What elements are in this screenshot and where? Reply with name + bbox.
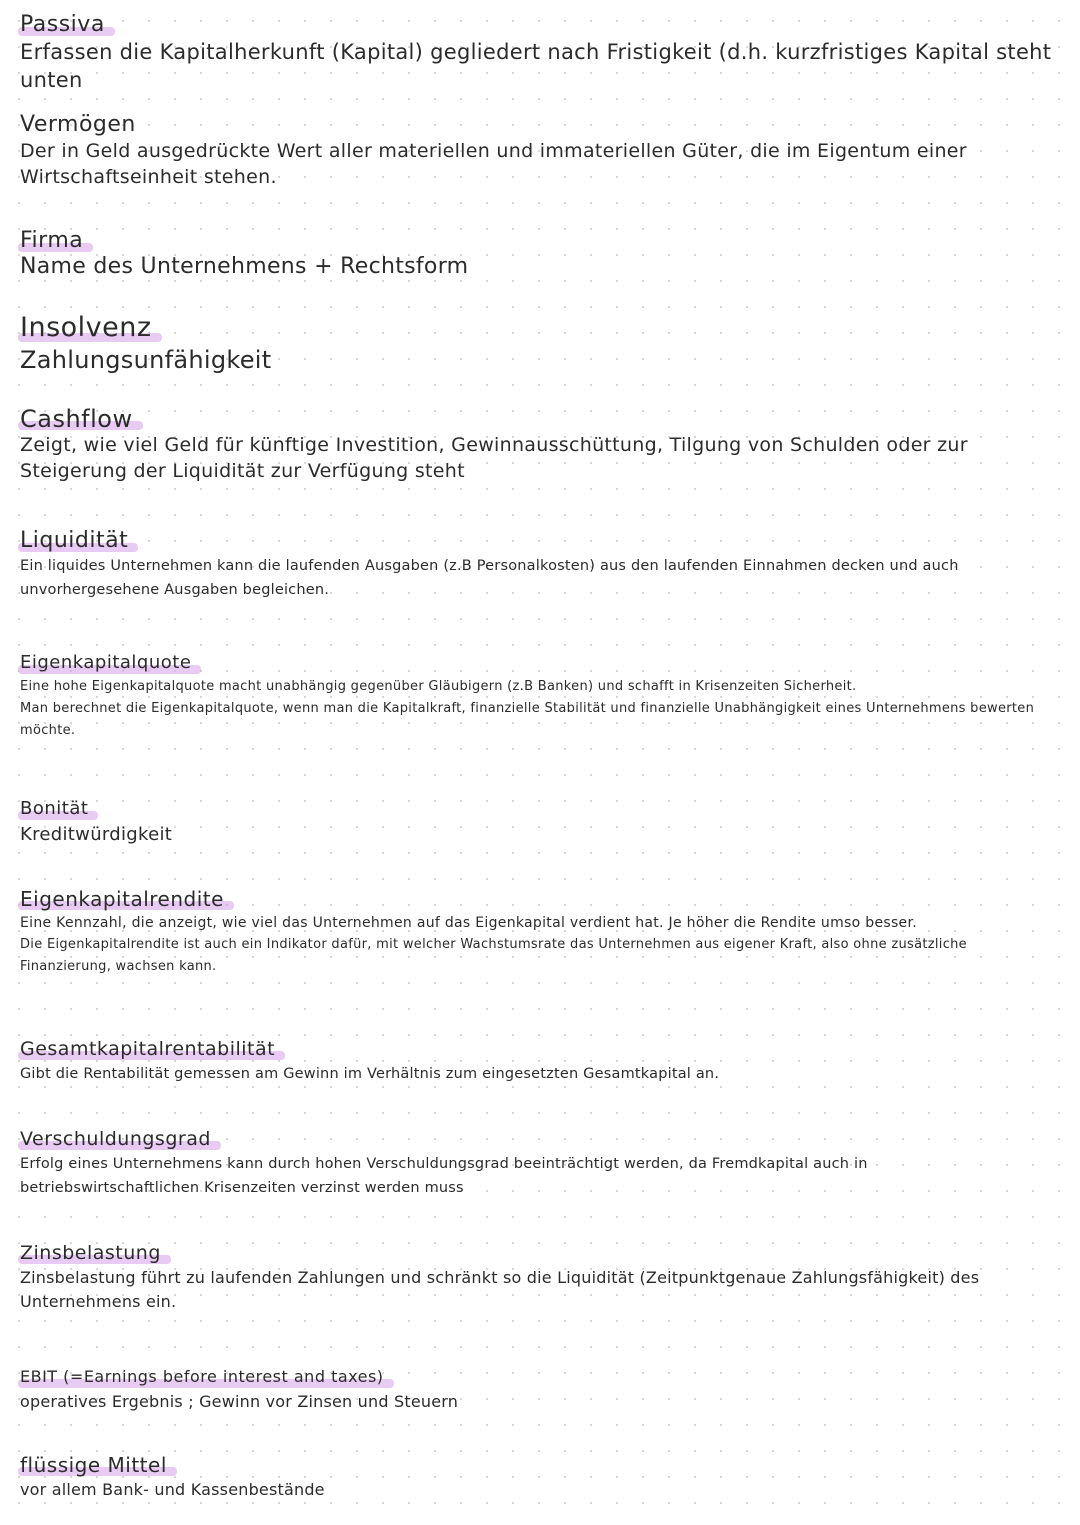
term-heading: Eigenkapitalrendite	[20, 886, 230, 912]
term-definition: vor allem Bank- und Kassenbestände	[20, 1480, 325, 1499]
term-heading: Gesamtkapitalrentabilität	[20, 1036, 281, 1062]
entry-fluessige-mittel	[20, 1452, 1070, 1502]
term-definition: Kreditwürdigkeit	[20, 824, 173, 845]
term-definition: Ein liquides Unternehmen kann die laufenden Ausgaben (z.B Personalkosten) aus den laufenden Einnahmen decken und auch unvorhergesehene Ausgaben begleichen.	[20, 558, 959, 598]
entry-liquiditaet	[20, 528, 1070, 602]
term-definition: Eine hohe Eigenkapitalquote macht unabhängig gegenüber Gläubigern (z.B Banken) und schafft in Krisenzeiten Sicherheit.	[20, 679, 857, 694]
entry-zinsbelastung	[20, 1240, 1070, 1314]
term-definition-2: Man berechnet die Eigenkapitalquote, wenn man die Kapitalkraft, finanzielle Stabilität und finanzielle Unabhängigkeit eines Unternehmens bewerten möchte.	[20, 701, 1035, 738]
term-definition: Erfolg eines Unternehmens kann durch hohen Verschuldungsgrad beeinträchtigt werden, da Fremdkapital auch in betriebswirtschaftlichen Krisenzeiten verzinst werden muss	[20, 1156, 868, 1196]
entry-eigenkapitalrendite	[20, 886, 1070, 978]
term-heading: Liquidität	[20, 528, 134, 554]
term-heading: Verschuldungsgrad	[20, 1126, 217, 1152]
term-heading: Insolvenz	[20, 312, 158, 344]
entry-firma	[20, 228, 1070, 280]
entry-insolvenz	[20, 312, 1070, 376]
entry-passiva	[20, 12, 1070, 94]
term-heading: Vermögen	[20, 112, 136, 137]
term-heading: Passiva	[20, 12, 111, 38]
term-heading: Firma	[20, 228, 89, 254]
term-heading: Zinsbelastung	[20, 1240, 167, 1266]
term-heading: Eigenkapitalquote	[20, 650, 197, 676]
entry-eigenkapitalquote	[20, 650, 1070, 742]
term-definition-2: Die Eigenkapitalrendite ist auch ein Indikator dafür, mit welcher Wachstumsrate das Unternehmen aus eigener Kraft, also ohne zusätzliche Finanzierung, wachsen kann.	[20, 937, 967, 974]
entry-cashflow	[20, 406, 1070, 484]
term-definition: operatives Ergebnis ; Gewinn vor Zinsen und Steuern	[20, 1392, 459, 1411]
term-heading: Bonität	[20, 796, 94, 822]
term-heading: Cashflow	[20, 406, 139, 432]
term-heading: EBIT (=Earnings before interest and taxes)	[20, 1364, 390, 1390]
term-definition: Eine Kennzahl, die anzeigt, wie viel das Unternehmen auf das Eigenkapital verdient hat. Je höher die Rendite umso besser.	[20, 915, 917, 931]
term-definition: Zahlungsunfähigkeit	[20, 346, 272, 374]
term-heading: flüssige Mittel	[20, 1452, 173, 1478]
term-definition: Der in Geld ausgedrückte Wert aller materiellen und immateriellen Güter, die im Eigentum einer Wirtschaftseinheit stehen.	[20, 140, 967, 188]
entry-verschuldungsgrad	[20, 1126, 1070, 1200]
entry-vermoegen	[20, 112, 1070, 190]
entry-gesamtkapitalrentabilitaet	[20, 1036, 1070, 1086]
entry-bonitaet	[20, 796, 1070, 848]
term-definition: Zeigt, wie viel Geld für künftige Investition, Gewinnausschüttung, Tilgung von Schulden oder zur Steigerung der Liquidität zur Verfügung steht	[20, 434, 968, 482]
term-definition: Name des Unternehmens + Rechtsform	[20, 254, 469, 279]
term-definition: Zinsbelastung führt zu laufenden Zahlungen und schränkt so die Liquidität (Zeitpunktgenaue Zahlungsfähigkeit) des Unternehmens ein.	[20, 1268, 980, 1311]
term-definition: Gibt die Rentabilität gemessen am Gewinn im Verhältnis zum eingesetzten Gesamtkapital an.	[20, 1066, 720, 1082]
entry-ebit	[20, 1364, 1070, 1414]
term-definition: Erfassen die Kapitalherkunft (Kapital) gegliedert nach Fristigkeit (d.h. kurzfristiges Kapital steht unten	[20, 40, 1052, 92]
